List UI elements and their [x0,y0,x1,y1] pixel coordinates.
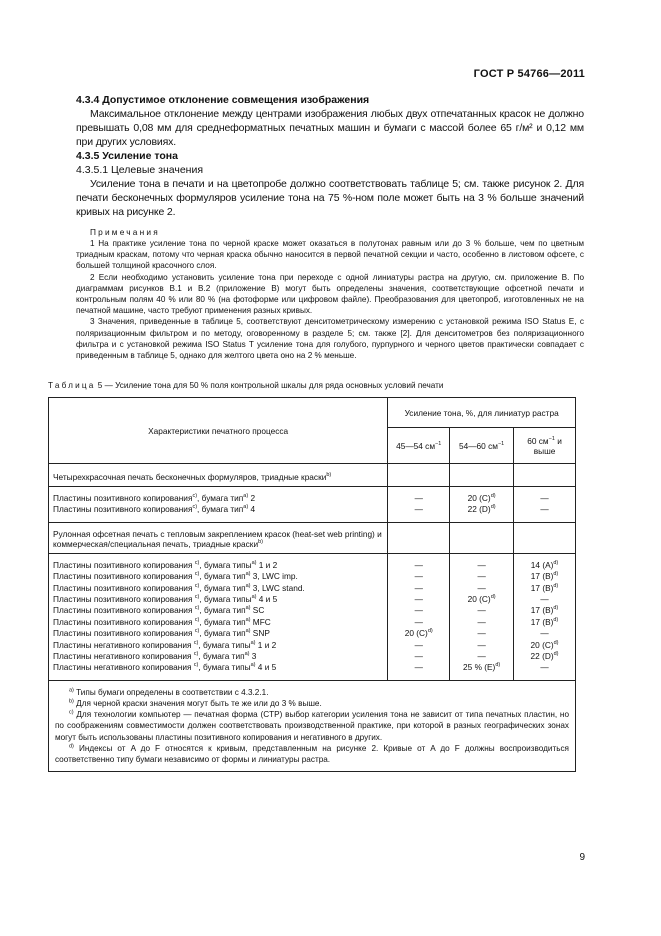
row-plate-type: Пластины негативного копирования [53,662,194,673]
cell-value: — [477,605,486,616]
table-cell-v3 [518,628,571,639]
header-characteristics: Характеристики печатного процесса [49,398,388,464]
table-row [53,571,383,582]
cell-value: — [414,662,423,673]
row-paper-sup: a) [245,605,251,612]
cell-value: — [477,559,486,570]
table-cell-v3 [518,640,571,651]
group-1-rows [49,487,576,523]
row-paper-sup: a) [250,662,256,669]
cell-value: — [540,504,549,515]
table-cell-v1 [392,628,445,639]
cell-value-sup: d) [553,582,559,589]
table-cell-v3 [518,493,571,504]
table-row [53,605,383,616]
table-row [53,493,383,504]
row-paper-sup: a) [243,493,249,500]
table-cell-v3 [518,560,571,571]
row-paper-sup: a) [243,504,249,511]
section-text-4351: Усиление тона в печати и на цветопробе должно соответствовать таблице 5; см. также рисунок 2. Для печати бесконечных формуляров усиление тона на 75 %-ном поле может быть на 3 % больше значений кривых на рисунке 2. [76,178,584,218]
cell-value: 17 (B) [530,582,554,593]
table-cell-v3 [518,662,571,673]
table-cell-v2 [454,662,509,673]
table-cell-v1 [392,594,445,605]
row-plate-type: Пластины негативного копирования [53,651,194,662]
table-caption-label: Таблица [48,381,96,390]
cell-value: 17 (B) [530,616,554,627]
cell-value-sup: d) [553,639,559,646]
table-cell-v3 [518,605,571,616]
cell-value: 25 % (E) [463,662,496,673]
cell-value: 20 (C) [467,594,491,605]
cell-value-sup: d) [553,605,559,612]
cell-value: — [414,651,423,662]
cell-value: — [477,616,486,627]
cell-value: — [540,594,549,605]
row-paper-type: 4 и 5 [255,662,277,673]
table-cell-v2 [454,493,509,504]
row-plate-type: Пластины позитивного копирования [53,582,195,593]
row-paper-label: , бумага тип [199,571,246,582]
cell-value: — [414,571,423,582]
cell-value: — [540,628,549,639]
row-paper-type: SC [250,605,265,616]
row-plate-sup: c) [194,628,200,635]
row-paper-type: SNP [250,628,270,639]
table-row [53,617,383,628]
table-row [53,651,383,662]
table-caption [48,380,608,392]
row-paper-type: MFC [250,616,271,627]
table-cell-v3 [518,594,571,605]
cell-value: — [540,493,549,503]
note-3: 3 Значения, приведенные в таблице 5, соответствуют денситометрическому измерению с установкой режима ISO Status E, с поляризационным фильтром и по методу, оговоренному в разделе 5; см. также [2]. Для денситометров без поляризационного фильтра и с установкой режима ISO Status T усиление тона для голубого, пурпурного и черного цветов практически совпадает с приведенным в таблице 5, однако для желтого цвета оно на 2 % меньше. [76,317,584,361]
table-cell-v1 [392,651,445,662]
cell-value: — [414,639,423,650]
cell-value: 20 (C) [530,639,554,650]
section-title-434: 4.3.4 Допустимое отклонение совмещения изображения [76,94,370,106]
table-cell-v3 [518,504,571,515]
cell-value-sup: d) [553,571,559,578]
footnote-a: $^{a)}$ Типы бумаги определены в соответствии с 4.3.2.1. [69,687,269,697]
table-cell-v3 [518,571,571,582]
row-plate-type: Пластины позитивного копирования [53,571,195,582]
cell-value: — [414,582,423,593]
section-text-434: Максимальное отклонение между центрами изображения любых двух отпечатанных красок не должно превышать 0,08 мм для среднеформатных печатных машин и бумаги с массой более 65 г/м² и 0,12 мм при других условиях. [76,108,584,148]
table-row [53,583,383,594]
table-cell-v2 [454,504,509,515]
cell-value: 14 (A) [530,559,554,570]
row-paper-type: 1 и 2 [255,639,277,650]
row-plate-sup: c) [194,571,200,578]
header-tone-gain: Усиление тона, %, для линиатур растра [388,398,576,428]
row-plate-type: Пластины позитивного копирования [53,594,195,605]
row-plate-type: Пластины позитивного копирования [53,605,195,616]
header-col-60-plus: 60 $см^{-1}$ и выше [514,428,576,464]
table-row [53,504,383,515]
row-paper-type: 3 [249,651,257,662]
row-paper-sup: a) [245,582,251,589]
group-2-title: Рулонная офсетная печать с тепловым закреплением красок (heat-set web printing) и коммерческая/специальная печать, триадные краски$^{b)}$ [49,522,388,553]
table-cell-v1 [392,493,445,504]
table-cell-v1 [392,583,445,594]
table-footnotes [49,680,576,771]
note-1: 1 На практике усиление тона по черной краске может оказаться в полутонах равным или до 3 % больше, чем по цветным триадным краскам, потому что черная краска обычно наносится в первой печатной секции и часто, особенно в листовом офсете, с большей толщиной красочного слоя. [76,239,584,271]
group-1-title: Четырехкрасочная печать бесконечных формуляров, триадные краски$^{b)}$ [49,464,388,487]
table-row [53,640,383,651]
table-cell-v2 [454,583,509,594]
row-plate-sup: c) [192,493,198,500]
cell-value: 22 (D) [530,651,554,662]
cell-value-sup: d) [427,628,433,635]
row-plate-type: Пластины позитивного копирования [53,559,195,570]
row-paper-label: , бумага тип [199,616,246,627]
cell-value: 17 (B) [530,571,554,582]
row-paper-sup: a) [251,560,257,567]
table-row [53,560,383,571]
document-code: ГОСТ Р 54766—2011 [473,68,585,80]
footnote-d: $^{d)}$ Индексы от A до F относятся к кривым, представленным на рисунке 2. Кривые от A до F должны воспроизводиться соответственно типу бумаги независимо от формы и линиатуры растра. [55,743,569,765]
row-paper-label: , бумага тип [198,651,245,662]
row-plate-sup: c) [193,662,199,669]
cell-value: — [414,493,423,503]
cell-value: — [414,616,423,627]
row-paper-type: 4 [248,504,256,515]
header-col-54-60: 54—60 $см^{-1}$ [450,428,514,464]
row-paper-sup: a) [251,594,257,601]
row-paper-label: , бумага тип [199,605,246,616]
tone-gain-table [48,397,576,772]
table-cell-v1 [392,560,445,571]
table-cell-v3 [518,583,571,594]
row-plate-sup: c) [194,594,200,601]
row-paper-type: 2 [248,493,256,503]
row-plate-type: Пластины позитивного копирования [53,493,193,503]
table-cell-v2 [454,640,509,651]
table-cell-v1 [392,640,445,651]
table-cell-v2 [454,617,509,628]
cell-value: 17 (B) [530,605,554,616]
text-body [76,93,584,361]
row-paper-sup: a) [250,639,256,646]
cell-value: — [540,662,549,673]
cell-value: — [414,594,423,605]
cell-value: — [477,582,486,593]
note-2: 2 Если необходимо установить усиление тона при переходе с одной линиатуры растра на другую, см. приложение В. По диаграммам рисунков В.1 и В.2 (приложение В) могут быть определены значения, соответствующие офсетной печати и контрольным полям 40 % или 80 % (на фотоформе или цифровом файле). Преобразования для цветопроб, изготовленных не на печатной машине, часто требуют применения разных кривых. [76,272,584,316]
row-paper-label: , бумага типы [198,639,251,650]
row-paper-type: 3, LWC stand. [250,582,305,593]
cell-value-sup: d) [490,493,496,500]
table-row [53,662,383,673]
table-cell-v2 [454,628,509,639]
row-paper-label: , бумага типы [199,594,252,605]
row-paper-label: , бумага типы [199,559,252,570]
row-plate-sup: c) [194,582,200,589]
row-plate-sup: c) [193,639,199,646]
row-paper-sup: a) [244,651,250,658]
table-cell-v1 [392,662,445,673]
row-plate-sup: c) [192,504,198,511]
table-cell-v3 [518,617,571,628]
table-cell-v2 [454,594,509,605]
table-cell-v2 [454,651,509,662]
table-cell-v2 [454,605,509,616]
row-plate-sup: c) [194,617,200,624]
row-paper-label: , бумага типы [198,662,251,673]
row-paper-type: 3, LWC imp. [250,571,298,582]
section-title-435: 4.3.5 Усиление тона [76,150,178,162]
table-cell-v2 [454,571,509,582]
row-paper-sup: a) [245,571,251,578]
cell-value: 20 (C) [467,493,491,503]
footnote-c: $^{c)}$ Для технологии компьютер — печатная форма (CTP) выбор категории усиления тона не зависит от типа печатных пластин, но по соображениям совместимости должен соответствовать производственной практике, при которой в разных географических зонах могут быть использованы пластины позитивного копирования и негативного в других. [55,709,569,742]
row-plate-sup: c) [194,605,200,612]
row-paper-type: 1 и 2 [256,559,278,570]
header-col-45-54: 45—54 $см^{-1}$ [388,428,450,464]
row-plate-type: Пластины позитивного копирования [53,504,193,515]
row-paper-sup: a) [245,628,251,635]
cell-value-sup: d) [490,594,496,601]
cell-value-sup: d) [495,662,501,669]
row-paper-label: , бумага тип [199,628,246,639]
footnote-b: $^{b)}$ Для черной краски значения могут быть те же или до 3 % выше. [69,698,322,709]
subsection-title-4351: 4.3.5.1 Целевые значения [76,164,204,176]
cell-value: — [414,605,423,616]
row-plate-type: Пластины позитивного копирования [53,628,195,639]
table-cell-v1 [392,605,445,616]
cell-value: — [414,504,423,515]
cell-value: — [477,628,486,639]
group-2-rows [49,553,576,680]
page-number: 9 [579,852,585,863]
cell-value-sup: d) [553,651,559,658]
cell-value: 22 (D) [467,504,491,515]
cell-value: — [477,571,486,582]
row-paper-sup: a) [245,617,251,624]
table-row [53,594,383,605]
table-cell-v1 [392,617,445,628]
cell-value: 20 (C) [404,628,428,639]
cell-value-sup: d) [490,504,496,511]
table-caption-text: 5 — Усиление тона для 50 % поля контрольной шкалы для ряда основных условий печати [97,381,444,390]
row-paper-type: 4 и 5 [256,594,278,605]
row-paper-label: , бумага тип [199,582,246,593]
table-cell-v1 [392,504,445,515]
cell-value: — [477,651,486,662]
row-paper-label: , бумага тип [197,493,244,503]
row-paper-label: , бумага тип [197,504,244,515]
row-plate-type: Пластины позитивного копирования [53,616,195,627]
notes-heading: Примечания [90,227,160,237]
cell-value-sup: d) [553,560,559,567]
row-plate-sup: c) [194,560,200,567]
row-plate-sup: c) [193,651,199,658]
cell-value: — [477,639,486,650]
row-plate-type: Пластины негативного копирования [53,639,194,650]
table-cell-v3 [518,651,571,662]
table-cell-v2 [454,560,509,571]
table-cell-v1 [392,571,445,582]
cell-value-sup: d) [553,617,559,624]
table-row [53,628,383,639]
cell-value: — [414,559,423,570]
